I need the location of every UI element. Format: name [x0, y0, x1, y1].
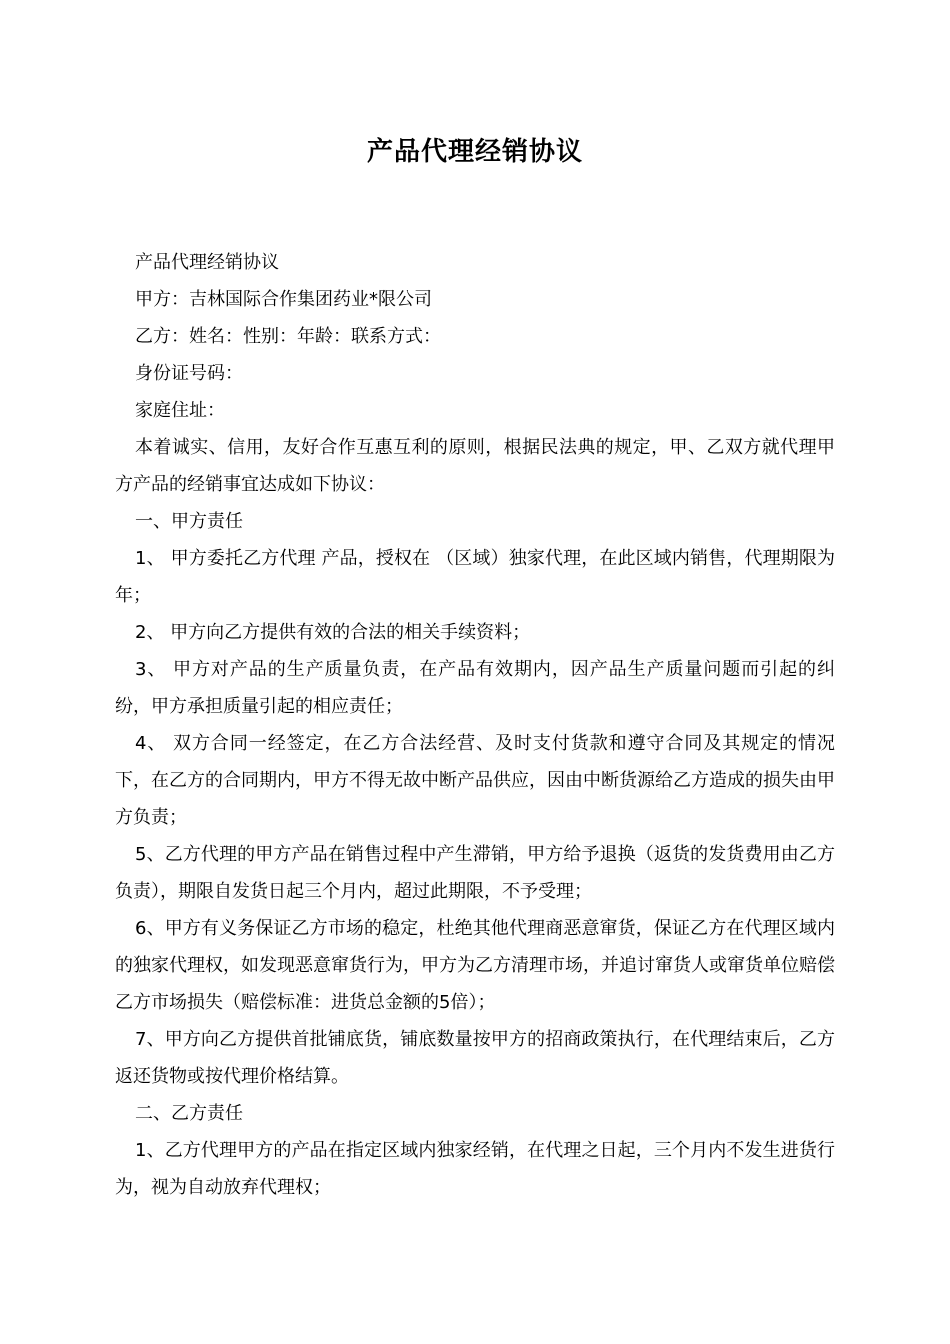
- section-heading-party-b: 二、乙方责任: [135, 1103, 243, 1124]
- document-body: [115, 244, 835, 1206]
- paragraph-party-b: 乙方：姓名：性别：年龄：联系方式：: [135, 326, 441, 347]
- paragraph-preamble: 本着诚实、信用，友好合作互惠互利的原则，根据民法典的规定，甲、乙双方就代理甲方产品的经销事宜达成如下协议：: [115, 437, 835, 495]
- clause-a-4: 4、 双方合同一经签定，在乙方合法经营、及时支付货款和遵守合同及其规定的情况下，在乙方的合同期内，甲方不得无故中断产品供应，因由中断货源给乙方造成的损失由甲方负责；: [115, 733, 835, 828]
- clause-b-1: 1、乙方代理甲方的产品在指定区域内独家经销，在代理之日起，三个月内不发生进货行为，视为自动放弃代理权；: [115, 1140, 835, 1198]
- paragraph-party-a: 甲方：吉林国际合作集团药业*限公司: [135, 289, 432, 310]
- paragraph-home-address: 家庭住址：: [135, 400, 225, 421]
- paragraph-id-number: 身份证号码：: [135, 363, 243, 384]
- document-title: 产品代理经销协议: [366, 137, 583, 167]
- section-heading-party-a: 一、甲方责任: [135, 511, 243, 532]
- paragraph-heading: 产品代理经销协议: [135, 252, 279, 273]
- clause-a-6: 6、甲方有义务保证乙方市场的稳定，杜绝其他代理商恶意窜货，保证乙方在代理区域内的独家代理权，如发现恶意窜货行为，甲方为乙方清理市场，并追讨窜货人或窜货单位赔偿乙方市场损失（赔偿标准：进货总金额的5倍）；: [115, 918, 835, 1013]
- clause-a-5: 5、乙方代理的甲方产品在销售过程中产生滞销，甲方给予退换（返货的发货费用由乙方负责），期限自发货日起三个月内，超过此期限，不予受理；: [115, 844, 835, 902]
- clause-a-2: 2、 甲方向乙方提供有效的合法的相关手续资料；: [135, 622, 531, 643]
- clause-a-3: 3、 甲方对产品的生产质量负责，在产品有效期内，因产品生产质量问题而引起的纠纷，甲方承担质量引起的相应责任；: [115, 659, 835, 717]
- clause-a-1: 1、 甲方委托乙方代理 产品，授权在 （区域）独家代理，在此区域内销售，代理期限为 年；: [115, 548, 835, 606]
- clause-a-7: 7、甲方向乙方提供首批铺底货，铺底数量按甲方的招商政策执行，在代理结束后，乙方返还货物或按代理价格结算。: [115, 1029, 835, 1087]
